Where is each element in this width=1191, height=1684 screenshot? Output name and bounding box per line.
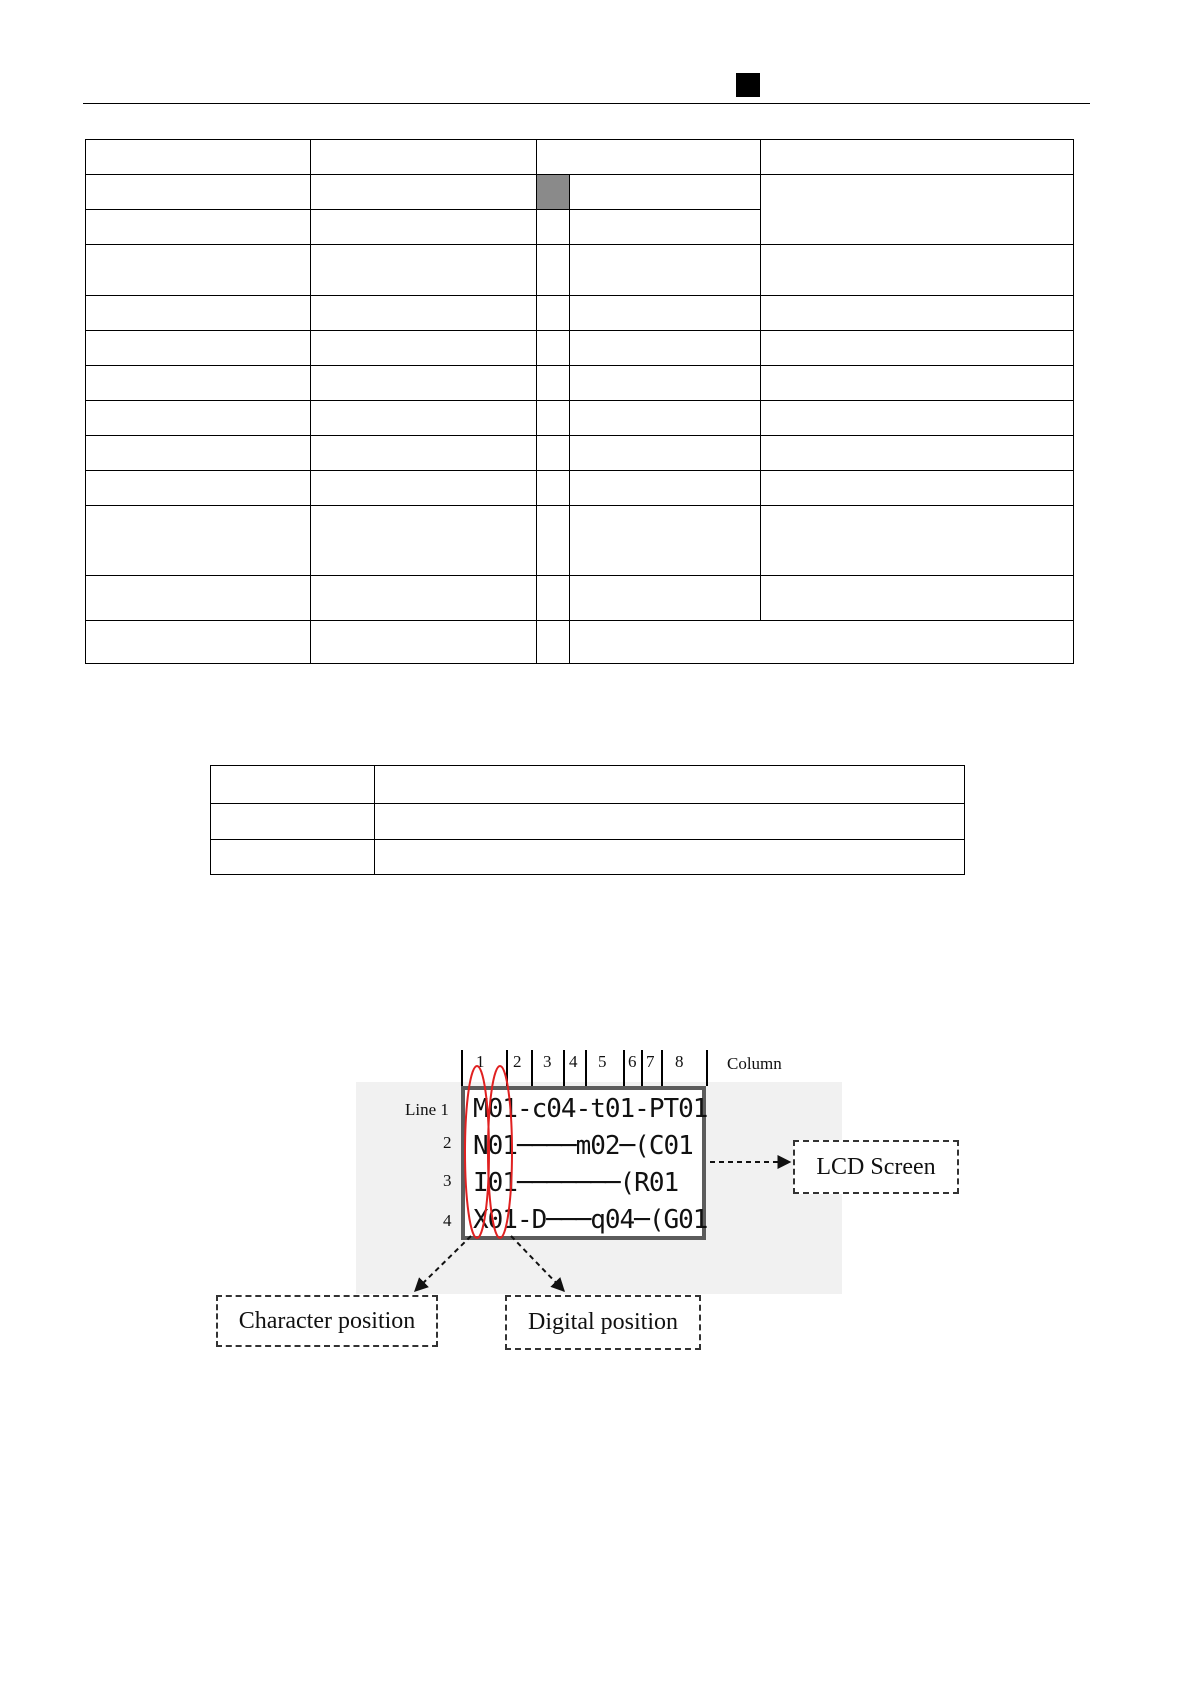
table-cell — [86, 401, 311, 436]
line-label: Line 1 — [405, 1100, 449, 1119]
table-cell — [570, 296, 761, 331]
table-row — [86, 576, 1074, 621]
table-row — [86, 506, 1074, 576]
column-number: 2 — [513, 1052, 522, 1071]
character-position-callout-label: Character position — [238, 1308, 416, 1334]
small-table — [210, 765, 965, 875]
table-cell — [311, 331, 537, 366]
table-cell — [761, 366, 1074, 401]
marker-cell — [537, 210, 570, 245]
table-row — [86, 436, 1074, 471]
column-label: Column — [727, 1054, 782, 1073]
marker-cell — [537, 471, 570, 506]
table-row — [86, 175, 1074, 210]
header-rule — [83, 103, 1090, 104]
line-number: 3 — [443, 1171, 452, 1190]
column-number: 5 — [598, 1052, 607, 1071]
marker-cell — [537, 245, 570, 296]
table-cell — [86, 621, 311, 664]
shaded-marker-cell — [537, 175, 570, 210]
table-cell — [311, 210, 537, 245]
table-cell — [375, 766, 965, 804]
table-cell — [537, 140, 761, 175]
table-cell — [86, 506, 311, 576]
table-row — [86, 140, 1074, 175]
marker-cell — [537, 621, 570, 664]
table-cell — [761, 175, 1074, 245]
table-cell — [761, 436, 1074, 471]
table-row — [86, 401, 1074, 436]
table-cell — [570, 621, 1074, 664]
table-row — [86, 296, 1074, 331]
character-position-arrow — [415, 1236, 471, 1291]
column-number: 8 — [675, 1052, 684, 1071]
table-cell — [211, 766, 375, 804]
table-cell — [761, 401, 1074, 436]
marker-cell — [537, 436, 570, 471]
marker-cell — [537, 366, 570, 401]
table-cell — [570, 471, 761, 506]
marker-cell — [537, 506, 570, 576]
table-row — [86, 331, 1074, 366]
table-cell — [311, 576, 537, 621]
table-cell — [761, 506, 1074, 576]
table-row — [86, 621, 1074, 664]
column-number: 1 — [476, 1052, 485, 1071]
table-cell — [86, 331, 311, 366]
table-cell — [86, 140, 311, 175]
table-cell — [311, 366, 537, 401]
table-cell — [761, 471, 1074, 506]
marker-cell — [537, 401, 570, 436]
table-cell — [311, 621, 537, 664]
digital-position-ellipse — [488, 1066, 512, 1238]
table-cell — [570, 245, 761, 296]
column-number: 4 — [569, 1052, 578, 1071]
table-cell — [311, 401, 537, 436]
table-cell — [761, 140, 1074, 175]
column-number: 3 — [543, 1052, 552, 1071]
digital-position-callout-label: Digital position — [528, 1309, 678, 1335]
header-black-square-icon — [736, 73, 760, 97]
table-cell — [570, 436, 761, 471]
column-number: 7 — [646, 1052, 655, 1071]
marker-cell — [537, 296, 570, 331]
line-number: 4 — [443, 1211, 452, 1230]
table-cell — [311, 245, 537, 296]
lcd-screen-callout-label: LCD Screen — [816, 1154, 936, 1180]
table-cell — [311, 175, 537, 210]
table-cell — [86, 471, 311, 506]
table-cell — [86, 576, 311, 621]
character-position-callout — [216, 1295, 438, 1347]
lcd-screen-callout — [793, 1140, 959, 1194]
table-cell — [761, 296, 1074, 331]
marker-cell — [537, 331, 570, 366]
table-cell — [311, 140, 537, 175]
table-cell — [570, 401, 761, 436]
table-cell — [211, 804, 375, 840]
table-cell — [311, 296, 537, 331]
table-row — [211, 766, 965, 804]
lcd-row: M01-c04-t01-PT01 — [473, 1094, 708, 1124]
table-cell — [375, 840, 965, 875]
table-cell — [375, 804, 965, 840]
digital-position-callout — [505, 1295, 701, 1350]
main-table — [85, 139, 1074, 664]
lcd-position-diagram — [200, 1040, 980, 1360]
table-cell — [86, 210, 311, 245]
digital-position-arrow — [511, 1236, 564, 1291]
table-cell — [211, 840, 375, 875]
lcd-row: X01-D───q04─(G01 — [473, 1205, 708, 1235]
table-cell — [86, 175, 311, 210]
line-number: 2 — [443, 1133, 452, 1152]
character-position-ellipse — [465, 1066, 489, 1238]
table-cell — [570, 210, 761, 245]
table-row — [86, 366, 1074, 401]
table-cell — [761, 331, 1074, 366]
lcd-row: I01───────(R01 — [473, 1168, 679, 1198]
table-cell — [570, 366, 761, 401]
table-row — [86, 245, 1074, 296]
table-cell — [311, 436, 537, 471]
marker-cell — [537, 576, 570, 621]
table-cell — [570, 506, 761, 576]
table-row — [211, 804, 965, 840]
table-cell — [570, 331, 761, 366]
table-cell — [570, 175, 761, 210]
table-row — [86, 471, 1074, 506]
table-row — [211, 840, 965, 875]
table-cell — [570, 576, 761, 621]
lcd-row: N01────m02─(C01 — [473, 1131, 693, 1161]
table-cell — [761, 576, 1074, 621]
table-cell — [86, 436, 311, 471]
table-cell — [311, 506, 537, 576]
table-cell — [86, 245, 311, 296]
table-cell — [311, 471, 537, 506]
column-number: 6 — [628, 1052, 637, 1071]
table-cell — [86, 366, 311, 401]
table-cell — [761, 245, 1074, 296]
table-cell — [86, 296, 311, 331]
